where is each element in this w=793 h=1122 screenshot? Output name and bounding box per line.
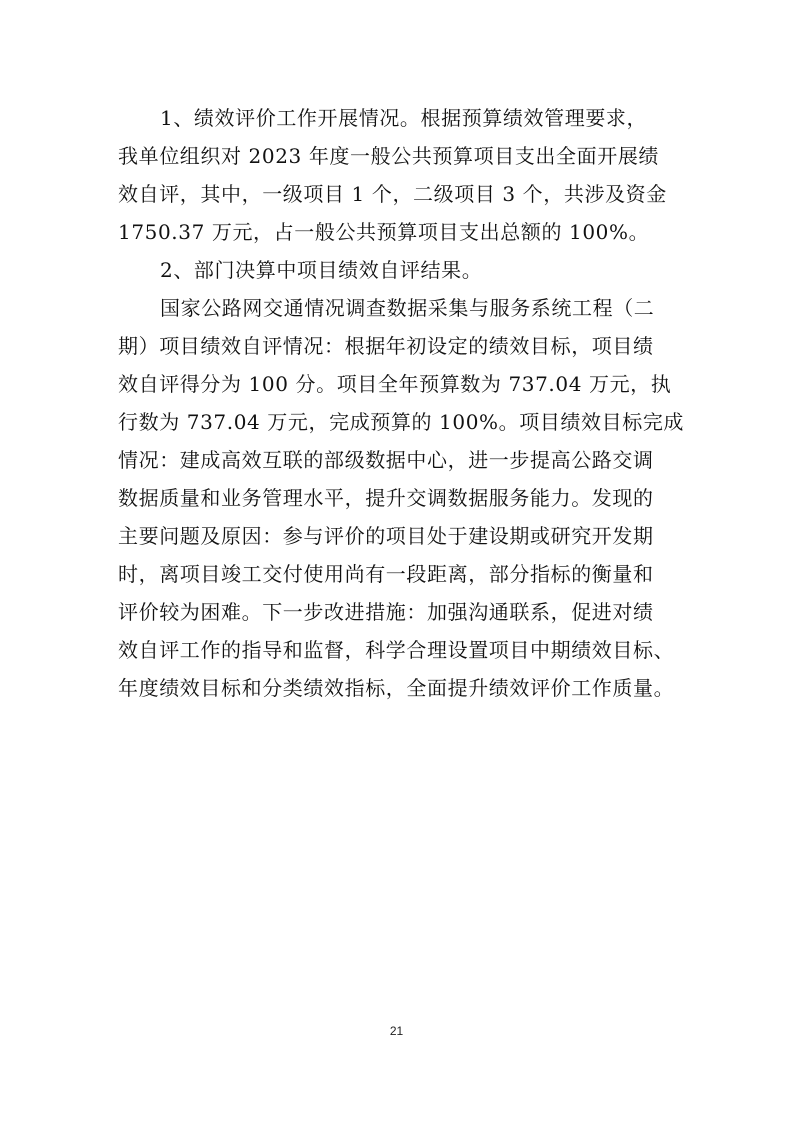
paragraph-1-line-3: 效自评，其中，一级项目 1 个，二级项目 3 个，共涉及资金 xyxy=(118,182,667,206)
paragraph-3-line-1: 国家公路网交通情况调查数据采集与服务系统工程（二 xyxy=(160,296,655,320)
paragraph-3-line-11: 年度绩效目标和分类绩效指标，全面提升绩效评价工作质量。 xyxy=(118,676,675,700)
paragraph-1-line-1: 1、绩效评价工作开展情况。根据预算绩效管理要求， xyxy=(160,106,648,130)
paragraph-3-line-4: 行数为 737.04 万元，完成预算的 100%。项目绩效目标完成 xyxy=(118,410,685,434)
paragraph-3-line-7: 主要问题及原因：参与评价的项目处于建设期或研究开发期 xyxy=(118,524,654,548)
paragraph-3-line-3: 效自评得分为 100 分。项目全年预算数为 737.04 万元，执 xyxy=(118,372,672,396)
paragraph-3-line-2: 期）项目绩效自评情况：根据年初设定的绩效目标，项目绩 xyxy=(118,334,654,358)
paragraph-2-heading: 2、部门决算中项目绩效自评结果。 xyxy=(160,258,483,282)
paragraph-1-line-4: 1750.37 万元，占一般公共预算项目支出总额的 100%。 xyxy=(118,220,650,244)
body-text xyxy=(118,99,688,707)
paragraph-3-line-8: 时，离项目竣工交付使用尚有一段距离，部分指标的衡量和 xyxy=(118,562,654,586)
paragraph-3-line-5: 情况：建成高效互联的部级数据中心，进一步提高公路交调 xyxy=(118,448,654,472)
page-number: 21 xyxy=(389,1024,404,1038)
paragraph-3-line-6: 数据质量和业务管理水平，提升交调数据服务能力。发现的 xyxy=(118,486,654,510)
paragraph-1-line-2: 我单位组织对 2023 年度一般公共预算项目支出全面开展绩 xyxy=(118,144,660,168)
paragraph-3-line-10: 效自评工作的指导和监督，科学合理设置项目中期绩效目标、 xyxy=(118,638,675,662)
paragraph-3-line-9: 评价较为困难。下一步改进措施：加强沟通联系，促进对绩 xyxy=(118,600,654,624)
